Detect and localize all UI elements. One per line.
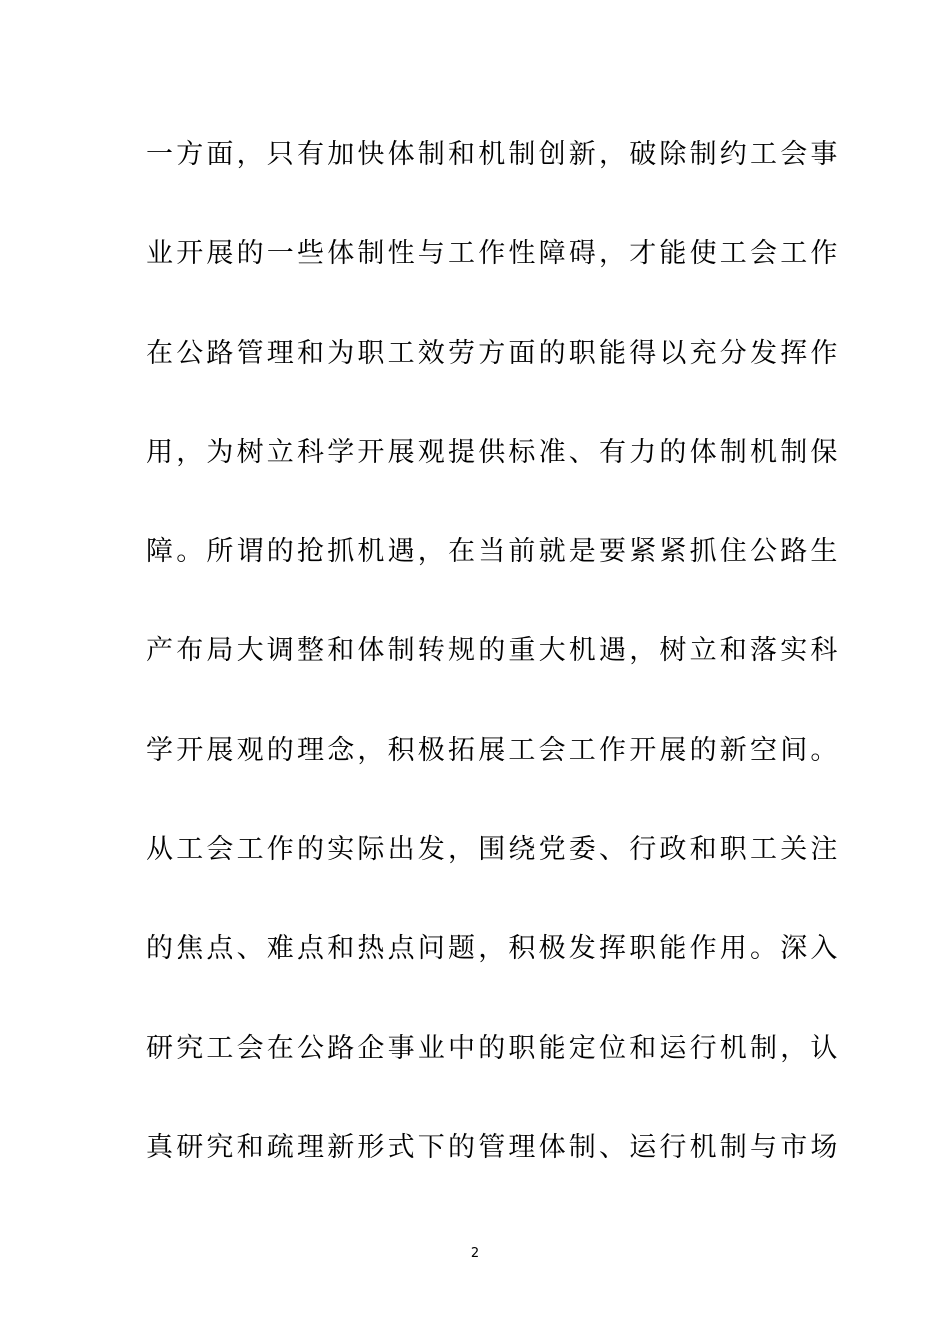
page-number: 2 xyxy=(470,1246,480,1261)
text-line: 一方面，只有加快体制和机制创新，破除制约工会事 xyxy=(146,139,841,170)
text-line: 业开展的一些体制性与工作性障碍，才能使工会工作 xyxy=(146,238,841,270)
text-line: 用，为树立科学开展观提供标准、有力的体制机制保 xyxy=(146,436,841,468)
text-line: 研究工会在公路企事业中的职能定位和运行机制，认 xyxy=(146,1032,841,1064)
text-line: 产布局大调整和体制转规的重大机遇，树立和落实科 xyxy=(146,635,841,667)
text-line: 真研究和疏理新形式下的管理体制、运行机制与市场 xyxy=(146,1131,841,1163)
text-line: 从工会工作的实际出发，围绕党委、行政和职工关注 xyxy=(146,834,841,866)
body-text xyxy=(146,135,841,1227)
text-line: 的焦点、难点和热点问题，积极发挥职能作用。深入 xyxy=(146,933,841,965)
text-line: 在公路管理和为职工效劳方面的职能得以充分发挥作 xyxy=(146,337,841,369)
text-line: 学开展观的理念，积极拓展工会工作开展的新空间。 xyxy=(146,734,841,766)
text-line: 障。所谓的抢抓机遇，在当前就是要紧紧抓住公路生 xyxy=(146,536,841,568)
